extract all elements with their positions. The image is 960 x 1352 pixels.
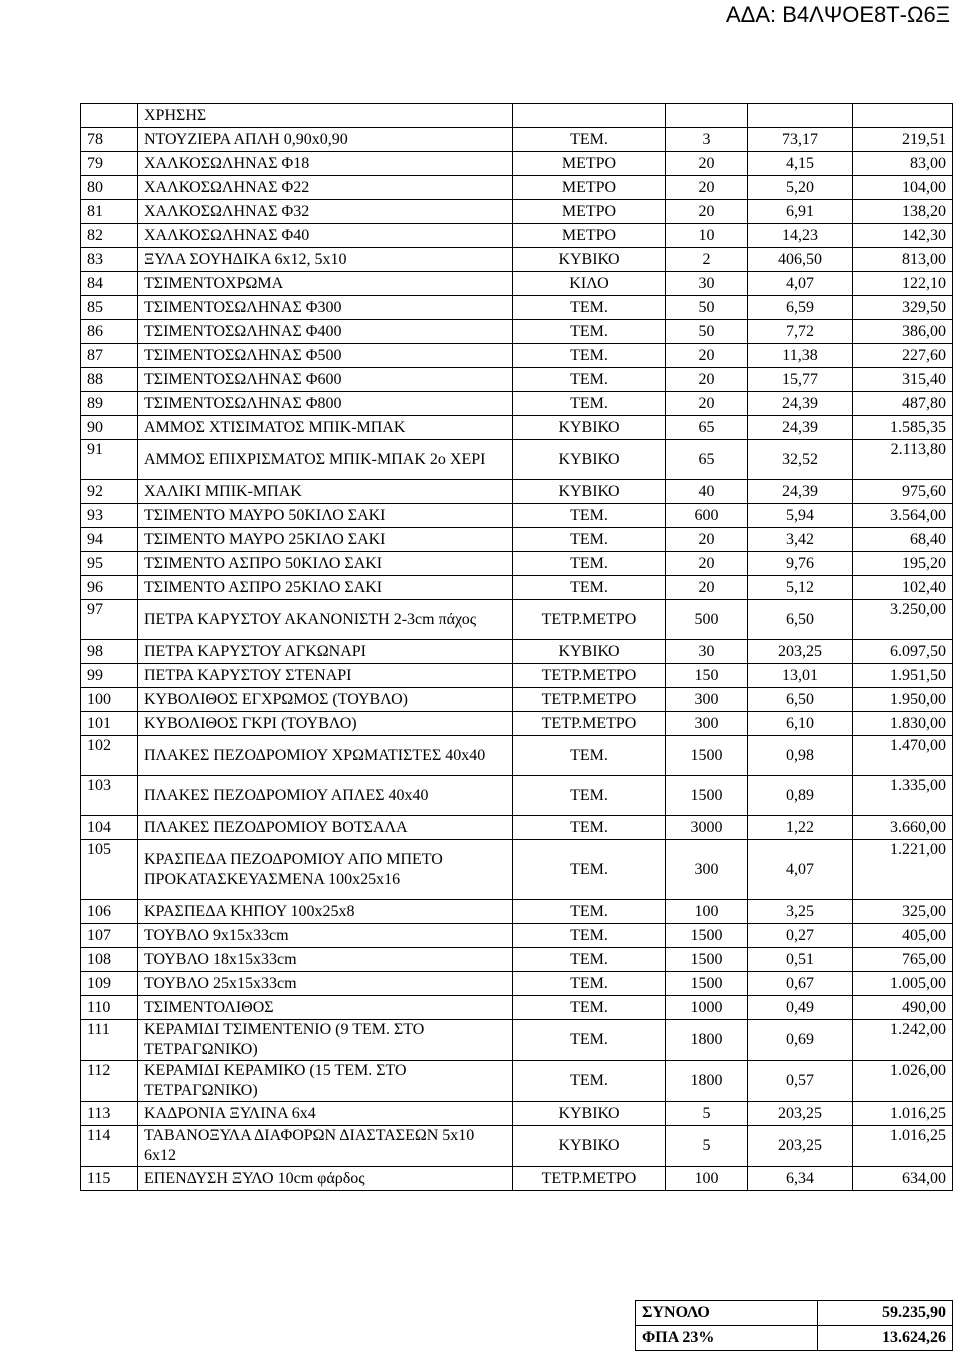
item-unit-price: 203,25 bbox=[748, 1126, 853, 1167]
item-quantity: 2 bbox=[666, 248, 748, 272]
table-row bbox=[81, 320, 953, 344]
item-number: 102 bbox=[81, 736, 138, 776]
item-description: ΠΛΑΚΕΣ ΠΕΖΟΔΡΟΜΙΟΥ ΑΠΛΕΣ 40x40 bbox=[138, 776, 513, 816]
table-row bbox=[81, 736, 953, 776]
item-number: 93 bbox=[81, 504, 138, 528]
table-row bbox=[81, 900, 953, 924]
table-row bbox=[81, 224, 953, 248]
item-quantity: 100 bbox=[666, 900, 748, 924]
item-quantity: 30 bbox=[666, 272, 748, 296]
item-unit: ΜΕΤΡΟ bbox=[513, 224, 666, 248]
item-unit-price: 406,50 bbox=[748, 248, 853, 272]
item-total: 325,00 bbox=[853, 900, 953, 924]
item-quantity: 300 bbox=[666, 688, 748, 712]
item-unit-price: 1,22 bbox=[748, 816, 853, 840]
item-description: ΤΣΙΜΕΝΤΟΧΡΩΜΑ bbox=[138, 272, 513, 296]
item-unit: ΤΕΜ. bbox=[513, 392, 666, 416]
item-total: 1.242,00 bbox=[853, 1020, 953, 1061]
item-total: 2.113,80 bbox=[853, 440, 953, 480]
item-quantity: 1500 bbox=[666, 972, 748, 996]
item-description: ΤΣΙΜΕΝΤΟ ΜΑΥΡΟ 50ΚΙΛΟ ΣΑΚΙ bbox=[138, 504, 513, 528]
item-total: 3.250,00 bbox=[853, 600, 953, 640]
item-total: 138,20 bbox=[853, 200, 953, 224]
item-total: 122,10 bbox=[853, 272, 953, 296]
item-total: 219,51 bbox=[853, 128, 953, 152]
table-row bbox=[81, 996, 953, 1020]
table-row bbox=[81, 664, 953, 688]
item-total: 315,40 bbox=[853, 368, 953, 392]
table-row bbox=[81, 344, 953, 368]
item-total: 6.097,50 bbox=[853, 640, 953, 664]
item-unit: ΤΕΤΡ.ΜΕΤΡΟ bbox=[513, 1167, 666, 1191]
item-unit-price: 0,57 bbox=[748, 1061, 853, 1102]
item-description: ΤΑΒΑΝΟΞΥΛΑ ΔΙΑΦΟΡΩΝ ΔΙΑΣΤΑΣΕΩΝ 5x10 6x12 bbox=[138, 1126, 513, 1167]
item-unit: ΤΕΜ. bbox=[513, 948, 666, 972]
item-quantity: 20 bbox=[666, 576, 748, 600]
item-quantity: 65 bbox=[666, 440, 748, 480]
item-total: 1.470,00 bbox=[853, 736, 953, 776]
item-total: 102,40 bbox=[853, 576, 953, 600]
item-description: ΠΕΤΡΑ ΚΑΡΥΣΤΟΥ ΑΓΚΩΝΑΡΙ bbox=[138, 640, 513, 664]
item-total: 83,00 bbox=[853, 152, 953, 176]
item-number: 80 bbox=[81, 176, 138, 200]
item-unit: ΤΕΜ. bbox=[513, 320, 666, 344]
item-unit-price: 3,42 bbox=[748, 528, 853, 552]
item-description: ΤΣΙΜΕΝΤΟΣΩΛΗΝΑΣ Φ800 bbox=[138, 392, 513, 416]
item-quantity: 1800 bbox=[666, 1020, 748, 1061]
item-description: ΤΣΙΜΕΝΤΟΣΩΛΗΝΑΣ Φ400 bbox=[138, 320, 513, 344]
item-number: 112 bbox=[81, 1061, 138, 1102]
item-unit: ΤΕΜ. bbox=[513, 128, 666, 152]
item-description: ΚΕΡΑΜΙΔΙ ΚΕΡΑΜΙΚΟ (15 ΤΕΜ. ΣΤΟ ΤΕΤΡΑΓΩΝΙΚΟ) bbox=[138, 1061, 513, 1102]
item-unit: ΤΕΜ. bbox=[513, 924, 666, 948]
item-quantity: 600 bbox=[666, 504, 748, 528]
item-unit-price: 0,89 bbox=[748, 776, 853, 816]
item-quantity: 20 bbox=[666, 528, 748, 552]
item-total: 1.026,00 bbox=[853, 1061, 953, 1102]
table-row bbox=[81, 600, 953, 640]
table-row bbox=[81, 1167, 953, 1191]
item-unit: ΤΕΜ. bbox=[513, 504, 666, 528]
table-row bbox=[81, 152, 953, 176]
item-unit-price: 24,39 bbox=[748, 416, 853, 440]
table-row bbox=[81, 392, 953, 416]
summary-row-total bbox=[636, 1301, 953, 1326]
item-unit: ΜΕΤΡΟ bbox=[513, 152, 666, 176]
item-quantity: 300 bbox=[666, 840, 748, 900]
item-number: 89 bbox=[81, 392, 138, 416]
item-description: ΤΟΥΒΛΟ 25x15x33cm bbox=[138, 972, 513, 996]
item-quantity: 20 bbox=[666, 344, 748, 368]
item-total: 634,00 bbox=[853, 1167, 953, 1191]
item-number: 106 bbox=[81, 900, 138, 924]
item-quantity: 1500 bbox=[666, 776, 748, 816]
item-description: ΕΠΕΝΔΥΣΗ ΞΥΛΟ 10cm φάρδος bbox=[138, 1167, 513, 1191]
item-quantity: 1500 bbox=[666, 924, 748, 948]
item-total: 405,00 bbox=[853, 924, 953, 948]
item-unit-price: 0,69 bbox=[748, 1020, 853, 1061]
item-unit-price: 203,25 bbox=[748, 1102, 853, 1126]
item-unit-price: 11,38 bbox=[748, 344, 853, 368]
table-row bbox=[81, 552, 953, 576]
item-unit: ΚΥΒΙΚΟ bbox=[513, 416, 666, 440]
item-unit: ΤΕΜ. bbox=[513, 996, 666, 1020]
item-quantity: 20 bbox=[666, 368, 748, 392]
item-description: ΝΤΟΥΖΙΕΡΑ ΑΠΛΗ 0,90x0,90 bbox=[138, 128, 513, 152]
item-unit-price: 24,39 bbox=[748, 480, 853, 504]
item-number: 107 bbox=[81, 924, 138, 948]
item-quantity: 300 bbox=[666, 712, 748, 736]
item-quantity: 20 bbox=[666, 552, 748, 576]
item-unit-price: 4,15 bbox=[748, 152, 853, 176]
item-unit-price: 6,50 bbox=[748, 688, 853, 712]
item-unit: ΚΥΒΙΚΟ bbox=[513, 1126, 666, 1167]
summary-value: 13.624,26 bbox=[818, 1326, 953, 1351]
item-number: 98 bbox=[81, 640, 138, 664]
table-row bbox=[81, 1020, 953, 1061]
table-row bbox=[81, 176, 953, 200]
item-unit-price: 5,12 bbox=[748, 576, 853, 600]
summary-value: 59.235,90 bbox=[818, 1301, 953, 1326]
item-total: 1.005,00 bbox=[853, 972, 953, 996]
item-total: 1.016,25 bbox=[853, 1102, 953, 1126]
item-description: ΤΟΥΒΛΟ 18x15x33cm bbox=[138, 948, 513, 972]
item-quantity: 65 bbox=[666, 416, 748, 440]
item-unit: ΤΕΤΡ.ΜΕΤΡΟ bbox=[513, 712, 666, 736]
item-unit: ΤΕΜ. bbox=[513, 296, 666, 320]
item-description: ΧΑΛΙΚΙ ΜΠΙΚ-ΜΠΑΚ bbox=[138, 480, 513, 504]
item-unit-price: 4,07 bbox=[748, 840, 853, 900]
item-number: 105 bbox=[81, 840, 138, 900]
table-row bbox=[81, 688, 953, 712]
item-quantity: 5 bbox=[666, 1102, 748, 1126]
item-number: 82 bbox=[81, 224, 138, 248]
table-row bbox=[81, 128, 953, 152]
item-number: 95 bbox=[81, 552, 138, 576]
item-unit: ΤΕΤΡ.ΜΕΤΡΟ bbox=[513, 688, 666, 712]
item-number: 84 bbox=[81, 272, 138, 296]
item-number: 86 bbox=[81, 320, 138, 344]
item-unit: ΤΕΜ. bbox=[513, 816, 666, 840]
item-number: 96 bbox=[81, 576, 138, 600]
item-description: ΤΣΙΜΕΝΤΟ ΑΣΠΡΟ 50ΚΙΛΟ ΣΑΚΙ bbox=[138, 552, 513, 576]
item-description: ΧΑΛΚΟΣΩΛΗΝΑΣ Φ40 bbox=[138, 224, 513, 248]
item-quantity: 3 bbox=[666, 128, 748, 152]
continued-row bbox=[81, 104, 953, 128]
item-unit: ΤΕΤΡ.ΜΕΤΡΟ bbox=[513, 600, 666, 640]
item-unit: ΚΙΛΟ bbox=[513, 272, 666, 296]
table-row bbox=[81, 1102, 953, 1126]
table-row bbox=[81, 816, 953, 840]
item-description: ΚΥΒΟΛΙΘΟΣ ΕΓΧΡΩΜΟΣ (ΤΟΥΒΛΟ) bbox=[138, 688, 513, 712]
table-row bbox=[81, 528, 953, 552]
item-unit-price: 32,52 bbox=[748, 440, 853, 480]
item-unit-price: 5,94 bbox=[748, 504, 853, 528]
table-row bbox=[81, 840, 953, 900]
item-unit: ΜΕΤΡΟ bbox=[513, 176, 666, 200]
item-description: ΠΕΤΡΑ ΚΑΡΥΣΤΟΥ ΑΚΑΝΟΝΙΣΤΗ 2-3cm πάχος bbox=[138, 600, 513, 640]
item-unit-price: 6,59 bbox=[748, 296, 853, 320]
table-row bbox=[81, 200, 953, 224]
item-unit-price: 5,20 bbox=[748, 176, 853, 200]
table-row bbox=[81, 416, 953, 440]
table-row bbox=[81, 972, 953, 996]
item-total: 1.335,00 bbox=[853, 776, 953, 816]
item-unit: ΤΕΜ. bbox=[513, 776, 666, 816]
item-description: ΤΟΥΒΛΟ 9x15x33cm bbox=[138, 924, 513, 948]
item-unit: ΤΕΤΡ.ΜΕΤΡΟ bbox=[513, 664, 666, 688]
item-number: 87 bbox=[81, 344, 138, 368]
item-total: 329,50 bbox=[853, 296, 953, 320]
item-number: 113 bbox=[81, 1102, 138, 1126]
continued-description: ΧΡΗΣΗΣ bbox=[138, 104, 513, 128]
item-description: ΤΣΙΜΕΝΤΟ ΜΑΥΡΟ 25ΚΙΛΟ ΣΑΚΙ bbox=[138, 528, 513, 552]
item-quantity: 10 bbox=[666, 224, 748, 248]
item-quantity: 500 bbox=[666, 600, 748, 640]
item-description: ΠΛΑΚΕΣ ΠΕΖΟΔΡΟΜΙΟΥ ΒΟΤΣΑΛΑ bbox=[138, 816, 513, 840]
item-unit: ΤΕΜ. bbox=[513, 552, 666, 576]
item-number: 85 bbox=[81, 296, 138, 320]
item-unit-price: 24,39 bbox=[748, 392, 853, 416]
item-description: ΧΑΛΚΟΣΩΛΗΝΑΣ Φ18 bbox=[138, 152, 513, 176]
item-total: 1.951,50 bbox=[853, 664, 953, 688]
item-number: 111 bbox=[81, 1020, 138, 1061]
item-unit-price: 6,50 bbox=[748, 600, 853, 640]
table-row bbox=[81, 504, 953, 528]
item-description: ΤΣΙΜΕΝΤΟΣΩΛΗΝΑΣ Φ300 bbox=[138, 296, 513, 320]
item-description: ΤΣΙΜΕΝΤΟ ΑΣΠΡΟ 25ΚΙΛΟ ΣΑΚΙ bbox=[138, 576, 513, 600]
summary-row-vat bbox=[636, 1326, 953, 1351]
item-quantity: 100 bbox=[666, 1167, 748, 1191]
item-description: ΚΑΔΡΟΝΙΑ ΞΥΛΙΝΑ 6x4 bbox=[138, 1102, 513, 1126]
item-number: 78 bbox=[81, 128, 138, 152]
item-number: 88 bbox=[81, 368, 138, 392]
item-unit-price: 7,72 bbox=[748, 320, 853, 344]
item-description: ΚΡΑΣΠΕΔΑ ΠΕΖΟΔΡΟΜΙΟΥ ΑΠΟ ΜΠΕΤΟ ΠΡΟΚΑΤΑΣΚΕΥΑΣΜΕΝΑ 100x25x16 bbox=[138, 840, 513, 900]
item-total: 1.950,00 bbox=[853, 688, 953, 712]
item-number: 90 bbox=[81, 416, 138, 440]
item-total: 195,20 bbox=[853, 552, 953, 576]
item-quantity: 30 bbox=[666, 640, 748, 664]
materials-table bbox=[80, 103, 953, 1191]
item-unit: ΤΕΜ. bbox=[513, 900, 666, 924]
item-quantity: 20 bbox=[666, 152, 748, 176]
item-unit-price: 0,51 bbox=[748, 948, 853, 972]
item-total: 3.564,00 bbox=[853, 504, 953, 528]
item-description: ΞΥΛΑ ΣΟΥΗΔΙΚΑ 6x12, 5x10 bbox=[138, 248, 513, 272]
item-total: 227,60 bbox=[853, 344, 953, 368]
item-number: 92 bbox=[81, 480, 138, 504]
item-description: ΤΣΙΜΕΝΤΟΣΩΛΗΝΑΣ Φ600 bbox=[138, 368, 513, 392]
table-row bbox=[81, 248, 953, 272]
item-number: 79 bbox=[81, 152, 138, 176]
summary-label: ΦΠΑ 23% bbox=[636, 1326, 818, 1351]
table-row bbox=[81, 440, 953, 480]
item-total: 68,40 bbox=[853, 528, 953, 552]
item-description: ΠΛΑΚΕΣ ΠΕΖΟΔΡΟΜΙΟΥ ΧΡΩΜΑΤΙΣΤΕΣ 40x40 bbox=[138, 736, 513, 776]
table-row bbox=[81, 576, 953, 600]
item-unit: ΤΕΜ. bbox=[513, 736, 666, 776]
item-unit-price: 14,23 bbox=[748, 224, 853, 248]
item-quantity: 20 bbox=[666, 176, 748, 200]
item-unit-price: 0,98 bbox=[748, 736, 853, 776]
item-description: ΚΕΡΑΜΙΔΙ ΤΣΙΜΕΝΤΕΝΙΟ (9 ΤΕΜ. ΣΤΟ ΤΕΤΡΑΓΩΝΙΚΟ) bbox=[138, 1020, 513, 1061]
item-total: 1.016,25 bbox=[853, 1126, 953, 1167]
item-description: ΑΜΜΟΣ ΕΠΙΧΡΙΣΜΑΤΟΣ ΜΠΙΚ-ΜΠΑΚ 2ο ΧΕΡΙ bbox=[138, 440, 513, 480]
item-total: 104,00 bbox=[853, 176, 953, 200]
summary-table bbox=[635, 1300, 953, 1351]
item-number: 110 bbox=[81, 996, 138, 1020]
item-unit: ΜΕΤΡΟ bbox=[513, 200, 666, 224]
item-number: 108 bbox=[81, 948, 138, 972]
item-unit: ΤΕΜ. bbox=[513, 1061, 666, 1102]
item-unit-price: 6,34 bbox=[748, 1167, 853, 1191]
item-unit-price: 73,17 bbox=[748, 128, 853, 152]
item-unit-price: 15,77 bbox=[748, 368, 853, 392]
item-total: 975,60 bbox=[853, 480, 953, 504]
item-unit: ΤΕΜ. bbox=[513, 528, 666, 552]
item-description: ΤΣΙΜΕΝΤΟΛΙΘΟΣ bbox=[138, 996, 513, 1020]
item-quantity: 3000 bbox=[666, 816, 748, 840]
item-number: 114 bbox=[81, 1126, 138, 1167]
item-quantity: 1500 bbox=[666, 948, 748, 972]
item-unit-price: 203,25 bbox=[748, 640, 853, 664]
item-unit: ΚΥΒΙΚΟ bbox=[513, 640, 666, 664]
item-total: 1.585,35 bbox=[853, 416, 953, 440]
item-total: 490,00 bbox=[853, 996, 953, 1020]
item-total: 3.660,00 bbox=[853, 816, 953, 840]
item-unit-price: 0,27 bbox=[748, 924, 853, 948]
item-total: 765,00 bbox=[853, 948, 953, 972]
table-row bbox=[81, 776, 953, 816]
item-quantity: 20 bbox=[666, 392, 748, 416]
item-quantity: 150 bbox=[666, 664, 748, 688]
item-number: 115 bbox=[81, 1167, 138, 1191]
table-row bbox=[81, 1126, 953, 1167]
table-row bbox=[81, 924, 953, 948]
table-row bbox=[81, 1061, 953, 1102]
item-description: ΚΡΑΣΠΕΔΑ ΚΗΠΟΥ 100x25x8 bbox=[138, 900, 513, 924]
item-description: ΧΑΛΚΟΣΩΛΗΝΑΣ Φ22 bbox=[138, 176, 513, 200]
table-row bbox=[81, 368, 953, 392]
item-unit: ΚΥΒΙΚΟ bbox=[513, 248, 666, 272]
item-unit-price: 6,10 bbox=[748, 712, 853, 736]
item-description: ΑΜΜΟΣ ΧΤΙΣΙΜΑΤΟΣ ΜΠΙΚ-ΜΠΑΚ bbox=[138, 416, 513, 440]
item-unit: ΤΕΜ. bbox=[513, 972, 666, 996]
item-description: ΚΥΒΟΛΙΘΟΣ ΓΚΡΙ (ΤΟΥΒΛΟ) bbox=[138, 712, 513, 736]
item-quantity: 50 bbox=[666, 320, 748, 344]
item-quantity: 5 bbox=[666, 1126, 748, 1167]
item-number: 104 bbox=[81, 816, 138, 840]
item-unit-price: 3,25 bbox=[748, 900, 853, 924]
item-description: ΧΑΛΚΟΣΩΛΗΝΑΣ Φ32 bbox=[138, 200, 513, 224]
item-unit: ΤΕΜ. bbox=[513, 840, 666, 900]
item-quantity: 50 bbox=[666, 296, 748, 320]
item-description: ΠΕΤΡΑ ΚΑΡΥΣΤΟΥ ΣΤΕΝΑΡΙ bbox=[138, 664, 513, 688]
item-number: 94 bbox=[81, 528, 138, 552]
item-unit-price: 13,01 bbox=[748, 664, 853, 688]
item-quantity: 1000 bbox=[666, 996, 748, 1020]
table-row bbox=[81, 948, 953, 972]
item-number: 97 bbox=[81, 600, 138, 640]
item-quantity: 20 bbox=[666, 200, 748, 224]
item-number: 81 bbox=[81, 200, 138, 224]
table-row bbox=[81, 480, 953, 504]
item-quantity: 40 bbox=[666, 480, 748, 504]
table-row bbox=[81, 640, 953, 664]
item-unit-price: 0,49 bbox=[748, 996, 853, 1020]
summary-label: ΣΥΝΟΛΟ bbox=[636, 1301, 818, 1326]
item-number: 100 bbox=[81, 688, 138, 712]
item-total: 1.221,00 bbox=[853, 840, 953, 900]
item-quantity: 1500 bbox=[666, 736, 748, 776]
item-unit-price: 0,67 bbox=[748, 972, 853, 996]
item-number: 103 bbox=[81, 776, 138, 816]
item-unit: ΤΕΜ. bbox=[513, 1020, 666, 1061]
item-unit-price: 4,07 bbox=[748, 272, 853, 296]
item-number: 91 bbox=[81, 440, 138, 480]
item-unit: ΚΥΒΙΚΟ bbox=[513, 440, 666, 480]
item-total: 142,30 bbox=[853, 224, 953, 248]
item-unit: ΤΕΜ. bbox=[513, 368, 666, 392]
item-quantity: 1800 bbox=[666, 1061, 748, 1102]
table-row bbox=[81, 272, 953, 296]
item-number: 83 bbox=[81, 248, 138, 272]
table-row bbox=[81, 712, 953, 736]
item-unit-price: 6,91 bbox=[748, 200, 853, 224]
item-total: 813,00 bbox=[853, 248, 953, 272]
item-unit: ΤΕΜ. bbox=[513, 576, 666, 600]
table-row bbox=[81, 296, 953, 320]
item-unit: ΤΕΜ. bbox=[513, 344, 666, 368]
ada-identifier: ΑΔΑ: Β4ΛΨΟΕ8Τ-Ω6Ξ bbox=[725, 2, 950, 27]
item-total: 1.830,00 bbox=[853, 712, 953, 736]
item-description: ΤΣΙΜΕΝΤΟΣΩΛΗΝΑΣ Φ500 bbox=[138, 344, 513, 368]
item-total: 386,00 bbox=[853, 320, 953, 344]
item-unit: ΚΥΒΙΚΟ bbox=[513, 480, 666, 504]
item-total: 487,80 bbox=[853, 392, 953, 416]
item-number: 101 bbox=[81, 712, 138, 736]
item-number: 109 bbox=[81, 972, 138, 996]
item-number: 99 bbox=[81, 664, 138, 688]
item-unit: ΚΥΒΙΚΟ bbox=[513, 1102, 666, 1126]
item-unit-price: 9,76 bbox=[748, 552, 853, 576]
